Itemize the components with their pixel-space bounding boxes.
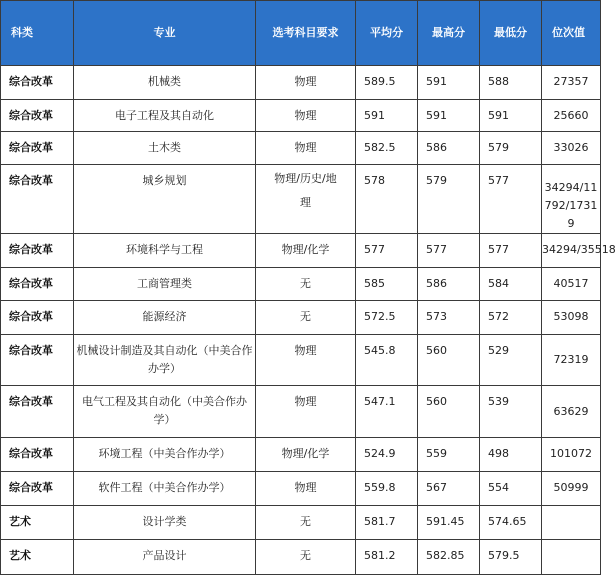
cell-highest-score: 591 — [418, 66, 480, 100]
cell-major: 机械类 — [74, 66, 256, 100]
cell-rank: 40517 — [542, 268, 601, 301]
cell-lowest-score: 579.5 — [480, 540, 542, 575]
table-row — [1, 165, 601, 234]
table-row — [1, 540, 601, 575]
cell-category: 综合改革 — [1, 472, 74, 506]
table-row — [1, 100, 601, 132]
cell-major: 环境工程（中美合作办学） — [74, 438, 256, 472]
cell-category: 综合改革 — [1, 132, 74, 165]
cell-subject-requirement: 物理 — [256, 386, 356, 438]
cell-category: 综合改革 — [1, 386, 74, 438]
cell-rank — [542, 506, 601, 540]
table-row — [1, 132, 601, 165]
cell-lowest-score: 529 — [480, 335, 542, 386]
cell-rank: 53098 — [542, 301, 601, 335]
cell-highest-score: 577 — [418, 234, 480, 268]
cell-subject-requirement: 无 — [256, 540, 356, 575]
cell-rank: 25660 — [542, 100, 601, 132]
header-row — [1, 1, 601, 66]
cell-rank: 34294/35518 — [542, 234, 601, 268]
cell-category: 艺术 — [1, 506, 74, 540]
cell-highest-score: 559 — [418, 438, 480, 472]
cell-average-score: 524.9 — [356, 438, 418, 472]
cell-average-score: 577 — [356, 234, 418, 268]
cell-major: 工商管理类 — [74, 268, 256, 301]
cell-lowest-score: 574.65 — [480, 506, 542, 540]
cell-highest-score: 560 — [418, 386, 480, 438]
cell-rank: 63629 — [542, 386, 601, 438]
cell-average-score: 547.1 — [356, 386, 418, 438]
cell-major: 设计学类 — [74, 506, 256, 540]
cell-subject-requirement: 无 — [256, 301, 356, 335]
cell-category: 综合改革 — [1, 335, 74, 386]
table-row — [1, 301, 601, 335]
table-row — [1, 386, 601, 438]
cell-subject-requirement: 物理/历史/地理 — [256, 165, 356, 234]
cell-major: 能源经济 — [74, 301, 256, 335]
cell-highest-score: 586 — [418, 268, 480, 301]
cell-lowest-score: 588 — [480, 66, 542, 100]
cell-lowest-score: 577 — [480, 234, 542, 268]
cell-major: 电气工程及其自动化（中美合作办学） — [74, 386, 256, 438]
cell-lowest-score: 539 — [480, 386, 542, 438]
cell-major: 软件工程（中美合作办学） — [74, 472, 256, 506]
cell-category: 综合改革 — [1, 301, 74, 335]
cell-lowest-score: 498 — [480, 438, 542, 472]
header-subject-requirement: 选考科目要求 — [256, 1, 356, 66]
header-lowest-score: 最低分 — [480, 1, 542, 66]
cell-subject-requirement: 物理/化学 — [256, 438, 356, 472]
cell-rank: 27357 — [542, 66, 601, 100]
cell-average-score: 581.2 — [356, 540, 418, 575]
cell-highest-score: 591.45 — [418, 506, 480, 540]
cell-average-score: 591 — [356, 100, 418, 132]
cell-lowest-score: 554 — [480, 472, 542, 506]
cell-category: 综合改革 — [1, 438, 74, 472]
cell-rank: 33026 — [542, 132, 601, 165]
cell-subject-requirement: 无 — [256, 506, 356, 540]
cell-subject-requirement: 物理 — [256, 335, 356, 386]
cell-average-score: 589.5 — [356, 66, 418, 100]
cell-average-score: 582.5 — [356, 132, 418, 165]
cell-subject-requirement: 无 — [256, 268, 356, 301]
cell-lowest-score: 584 — [480, 268, 542, 301]
header-rank: 位次值 — [542, 1, 601, 66]
cell-average-score: 559.8 — [356, 472, 418, 506]
cell-category: 综合改革 — [1, 100, 74, 132]
table-row — [1, 335, 601, 386]
cell-highest-score: 579 — [418, 165, 480, 234]
cell-lowest-score: 577 — [480, 165, 542, 234]
cell-category: 综合改革 — [1, 268, 74, 301]
cell-subject-requirement: 物理 — [256, 472, 356, 506]
cell-highest-score: 586 — [418, 132, 480, 165]
cell-major: 城乡规划 — [74, 165, 256, 234]
cell-major: 环境科学与工程 — [74, 234, 256, 268]
cell-highest-score: 560 — [418, 335, 480, 386]
cell-major: 机械设计制造及其自动化（中美合作办学） — [74, 335, 256, 386]
cell-average-score: 585 — [356, 268, 418, 301]
cell-category: 艺术 — [1, 540, 74, 575]
cell-major: 土木类 — [74, 132, 256, 165]
cell-rank: 34294/11792/17319 — [542, 165, 601, 234]
header-category: 科类 — [1, 1, 74, 66]
header-average-score: 平均分 — [356, 1, 418, 66]
cell-lowest-score: 572 — [480, 301, 542, 335]
cell-category: 综合改革 — [1, 66, 74, 100]
cell-subject-requirement: 物理 — [256, 100, 356, 132]
cell-category: 综合改革 — [1, 165, 74, 234]
header-major: 专业 — [74, 1, 256, 66]
table-row — [1, 234, 601, 268]
cell-average-score: 578 — [356, 165, 418, 234]
cell-rank — [542, 540, 601, 575]
cell-rank: 101072 — [542, 438, 601, 472]
cell-lowest-score: 579 — [480, 132, 542, 165]
cell-category: 综合改革 — [1, 234, 74, 268]
cell-average-score: 572.5 — [356, 301, 418, 335]
cell-highest-score: 573 — [418, 301, 480, 335]
cell-average-score: 545.8 — [356, 335, 418, 386]
cell-subject-requirement: 物理 — [256, 132, 356, 165]
cell-average-score: 581.7 — [356, 506, 418, 540]
cell-subject-requirement: 物理 — [256, 66, 356, 100]
header-highest-score: 最高分 — [418, 1, 480, 66]
table-row — [1, 438, 601, 472]
cell-highest-score: 582.85 — [418, 540, 480, 575]
cell-rank: 72319 — [542, 335, 601, 386]
table-row — [1, 506, 601, 540]
cell-highest-score: 567 — [418, 472, 480, 506]
cell-rank: 50999 — [542, 472, 601, 506]
cell-lowest-score: 591 — [480, 100, 542, 132]
table-row — [1, 268, 601, 301]
cell-subject-requirement: 物理/化学 — [256, 234, 356, 268]
cell-highest-score: 591 — [418, 100, 480, 132]
table-row — [1, 472, 601, 506]
table-row — [1, 66, 601, 100]
cell-major: 产品设计 — [74, 540, 256, 575]
cell-major: 电子工程及其自动化 — [74, 100, 256, 132]
